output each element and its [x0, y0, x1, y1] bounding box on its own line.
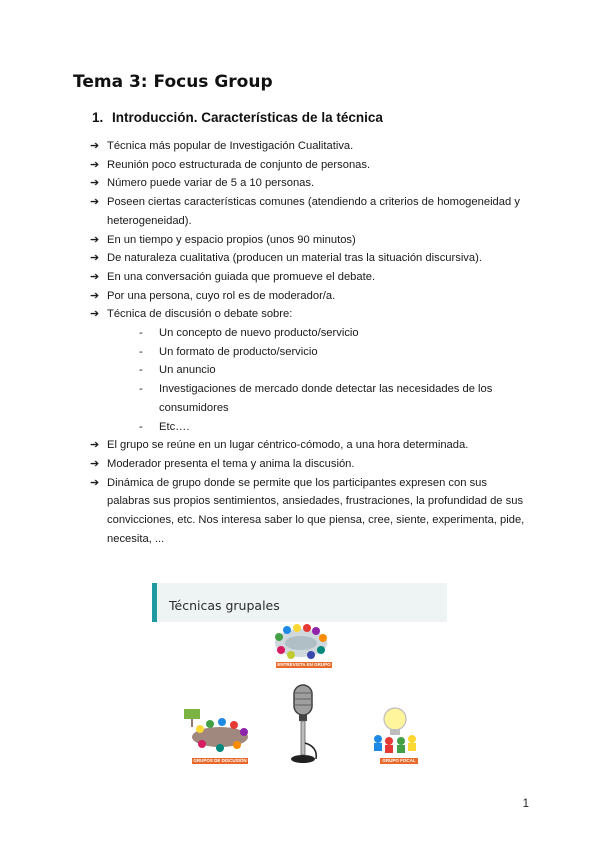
sub-item-text: Investigaciones de mercado donde detectar las necesidades de los consumidores — [159, 383, 493, 414]
sub-item-text: Etc…. — [159, 420, 190, 433]
list-item-text: Técnica más popular de Investigación Cualitativa. — [107, 140, 354, 152]
list-item — [90, 193, 530, 230]
arrow-icon: ➔ — [90, 289, 100, 302]
list-item — [90, 474, 530, 549]
arrow-icon: ➔ — [90, 177, 100, 190]
bullet-list — [90, 137, 530, 548]
arrow-icon: ➔ — [90, 270, 100, 283]
arrow-icon: ➔ — [90, 252, 100, 265]
microphone-icon — [284, 683, 324, 767]
section-title: Introducción. Características de la técnica — [112, 110, 383, 125]
discussion-group-illustration — [182, 707, 252, 753]
sub-list-item — [139, 380, 530, 417]
page-number: 1 — [522, 798, 529, 810]
list-item-text: Moderador presenta el tema y anima la discusión. — [107, 457, 355, 470]
sub-list-item — [139, 418, 530, 437]
list-item-text: Reunión poco estructurada de conjunto de personas. — [107, 158, 371, 171]
figure-title: Técnicas grupales — [169, 598, 280, 613]
list-item-text: El grupo se reúne en un lugar céntrico-cómodo, a una hora determinada. — [107, 439, 469, 452]
lightbulb-icon — [370, 705, 420, 755]
group-techniques-figure — [152, 583, 447, 775]
sub-list — [107, 324, 530, 436]
discussion-group-label: GRUPOS DE DISCUSIÓN — [193, 758, 247, 763]
arrow-icon: ➔ — [90, 158, 100, 171]
dash-marker: - — [139, 364, 143, 377]
dash-marker: - — [139, 327, 143, 340]
list-item — [90, 231, 530, 250]
list-item-text: De naturaleza cualitativa (producen un material tras la situación discursiva). — [107, 252, 482, 265]
list-item — [90, 268, 530, 287]
list-item — [90, 287, 530, 306]
arrow-icon: ➔ — [90, 439, 100, 452]
list-item — [90, 137, 530, 156]
arrow-icon: ➔ — [90, 233, 100, 246]
list-item-text: Poseen ciertas características comunes (atendiendo a criterios de homogeneidad y heterogeneidad). — [107, 196, 520, 227]
section-heading — [92, 110, 383, 125]
dash-marker: - — [139, 383, 143, 396]
sub-list-item — [139, 361, 530, 380]
list-item — [90, 305, 530, 436]
sub-item-text: Un concepto de nuevo producto/servicio — [159, 327, 359, 340]
list-item — [90, 156, 530, 175]
list-item-text: Por una persona, cuyo rol es de moderador/a. — [107, 289, 336, 302]
arrow-icon: ➔ — [90, 140, 100, 152]
list-item-text: En una conversación guiada que promueve el debate. — [107, 270, 376, 283]
list-item — [90, 436, 530, 455]
page-title: Tema 3: Focus Group — [73, 72, 273, 92]
list-item-text: En un tiempo y espacio propios (unos 90 minutos) — [107, 233, 356, 246]
arrow-icon: ➔ — [90, 308, 100, 321]
list-item — [90, 174, 530, 193]
arrow-icon: ➔ — [90, 196, 100, 209]
section-number: 1. — [92, 110, 104, 125]
group-interview-label: ENTREVISTA EN GRUPO — [277, 662, 331, 667]
sub-list-item — [139, 343, 530, 362]
sub-list-item — [139, 324, 530, 343]
figure-header — [152, 583, 447, 622]
sub-item-text: Un formato de producto/servicio — [159, 345, 318, 358]
focus-group-label: GRUPO FOCAL — [380, 758, 418, 764]
list-item-text: Técnica de discusión o debate sobre: — [107, 308, 293, 321]
sub-item-text: Un anuncio — [159, 364, 216, 377]
dash-marker: - — [139, 420, 143, 433]
group-interview-illustration — [271, 623, 331, 661]
list-item-text: Dinámica de grupo donde se permite que los participantes expresen con sus palabras sus propios sentimientos, ansiedades, frustraciones, la profundidad de sus convicciones, etc. Nos interesa saber lo que piensa, cree, siente, experimenta, pide, necesita, ... — [107, 476, 525, 545]
arrow-icon: ➔ — [90, 476, 100, 489]
dash-marker: - — [139, 345, 143, 358]
list-item — [90, 249, 530, 268]
list-item — [90, 455, 530, 474]
list-item-text: Número puede variar de 5 a 10 personas. — [107, 177, 315, 190]
arrow-icon: ➔ — [90, 457, 100, 470]
